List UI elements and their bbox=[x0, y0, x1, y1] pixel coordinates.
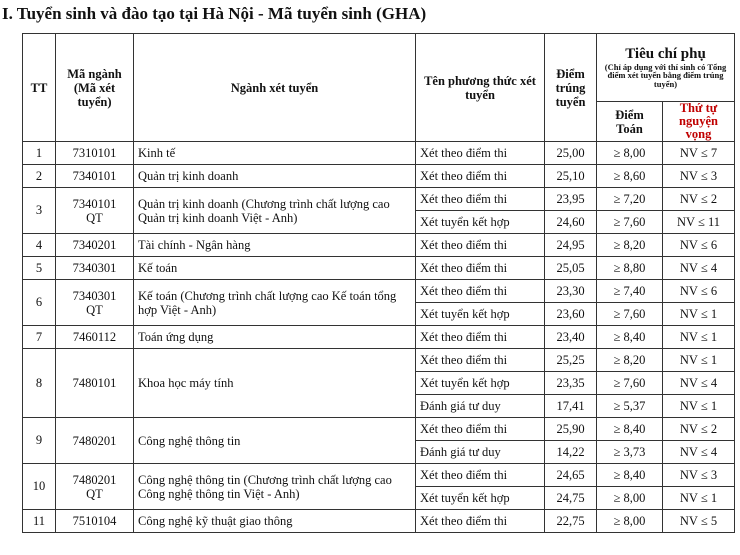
cell-diem: 23,60 bbox=[545, 303, 597, 326]
cell-phuong-thuc: Xét theo điểm thi bbox=[416, 510, 545, 533]
cell-nguyen-vong: NV ≤ 1 bbox=[663, 395, 735, 418]
cell-nguyen-vong: NV ≤ 2 bbox=[663, 418, 735, 441]
cell-nganh: Kinh tế bbox=[134, 142, 416, 165]
cell-phuong-thuc: Xét theo điểm thi bbox=[416, 188, 545, 211]
cell-nganh: Kế toán bbox=[134, 257, 416, 280]
cell-ma-nganh: 7340301 QT bbox=[56, 280, 134, 326]
cell-diem-toan: ≥ 8,00 bbox=[597, 510, 663, 533]
cell-diem-toan: ≥ 8,40 bbox=[597, 326, 663, 349]
table-row bbox=[23, 142, 735, 165]
cell-ma-nganh: 7460112 bbox=[56, 326, 134, 349]
table-row bbox=[23, 464, 735, 487]
cell-phuong-thuc: Xét theo điểm thi bbox=[416, 418, 545, 441]
cell-diem-toan: ≥ 7,40 bbox=[597, 280, 663, 303]
header-diem-toan: Điểm Toán bbox=[597, 102, 663, 142]
cell-phuong-thuc: Xét theo điểm thi bbox=[416, 165, 545, 188]
table-body bbox=[23, 142, 735, 533]
cell-tt: 7 bbox=[23, 326, 56, 349]
cell-ma-nganh: 7480201 bbox=[56, 418, 134, 464]
cell-phuong-thuc: Xét theo điểm thi bbox=[416, 464, 545, 487]
cell-tt: 11 bbox=[23, 510, 56, 533]
cell-diem-toan: ≥ 7,20 bbox=[597, 188, 663, 211]
cell-diem-toan: ≥ 8,40 bbox=[597, 464, 663, 487]
cell-nganh: Công nghệ kỹ thuật giao thông bbox=[134, 510, 416, 533]
cell-diem: 23,40 bbox=[545, 326, 597, 349]
cell-diem-toan: ≥ 8,20 bbox=[597, 234, 663, 257]
cell-nguyen-vong: NV ≤ 1 bbox=[663, 349, 735, 372]
page-title: I. Tuyển sinh và đào tạo tại Hà Nội - Mã tuyển sinh (GHA) bbox=[2, 4, 427, 23]
table-row bbox=[23, 326, 735, 349]
cell-diem: 14,22 bbox=[545, 441, 597, 464]
cell-diem: 24,65 bbox=[545, 464, 597, 487]
cell-diem: 22,75 bbox=[545, 510, 597, 533]
cell-diem: 24,75 bbox=[545, 487, 597, 510]
cell-diem: 25,00 bbox=[545, 142, 597, 165]
header-tt: TT bbox=[23, 34, 56, 142]
cell-nguyen-vong: NV ≤ 4 bbox=[663, 372, 735, 395]
cell-ma-nganh: 7510104 bbox=[56, 510, 134, 533]
cell-tt: 10 bbox=[23, 464, 56, 510]
cell-nganh: Tài chính - Ngân hàng bbox=[134, 234, 416, 257]
cell-ma-nganh: 7340301 bbox=[56, 257, 134, 280]
cell-nguyen-vong: NV ≤ 6 bbox=[663, 280, 735, 303]
cell-diem-toan: ≥ 8,80 bbox=[597, 257, 663, 280]
table-row bbox=[23, 257, 735, 280]
cell-ma-nganh: 7480201 QT bbox=[56, 464, 134, 510]
cell-diem: 23,30 bbox=[545, 280, 597, 303]
header-ma-nganh: Mã ngành (Mã xét tuyển) bbox=[56, 34, 134, 142]
cell-nganh: Toán ứng dụng bbox=[134, 326, 416, 349]
cell-phuong-thuc: Đánh giá tư duy bbox=[416, 441, 545, 464]
table-row bbox=[23, 280, 735, 303]
cell-nganh: Quản trị kinh doanh bbox=[134, 165, 416, 188]
cell-nganh: Khoa học máy tính bbox=[134, 349, 416, 418]
cell-tt: 1 bbox=[23, 142, 56, 165]
cell-nganh: Công nghệ thông tin bbox=[134, 418, 416, 464]
cell-nguyen-vong: NV ≤ 1 bbox=[663, 303, 735, 326]
cell-phuong-thuc: Xét theo điểm thi bbox=[416, 349, 545, 372]
cell-diem-toan: ≥ 8,00 bbox=[597, 142, 663, 165]
cell-nguyen-vong: NV ≤ 5 bbox=[663, 510, 735, 533]
cell-diem-toan: ≥ 5,37 bbox=[597, 395, 663, 418]
cell-tt: 2 bbox=[23, 165, 56, 188]
cell-nganh: Công nghệ thông tin (Chương trình chất lượng cao Công nghệ thông tin Việt - Anh) bbox=[134, 464, 416, 510]
cell-nguyen-vong: NV ≤ 4 bbox=[663, 257, 735, 280]
cell-tt: 5 bbox=[23, 257, 56, 280]
cell-nguyen-vong: NV ≤ 6 bbox=[663, 234, 735, 257]
header-tieu-chi-title: Tiêu chí phụ bbox=[625, 45, 706, 62]
header-thu-tu: Thứ tự nguyện vọng bbox=[663, 102, 735, 142]
cell-tt: 9 bbox=[23, 418, 56, 464]
cell-phuong-thuc: Xét theo điểm thi bbox=[416, 234, 545, 257]
cell-nguyen-vong: NV ≤ 1 bbox=[663, 326, 735, 349]
cell-diem: 25,10 bbox=[545, 165, 597, 188]
table-row bbox=[23, 188, 735, 211]
cell-diem: 25,25 bbox=[545, 349, 597, 372]
cell-tt: 3 bbox=[23, 188, 56, 234]
cell-diem: 25,90 bbox=[545, 418, 597, 441]
cell-diem-toan: ≥ 3,73 bbox=[597, 441, 663, 464]
cell-phuong-thuc: Xét tuyển kết hợp bbox=[416, 487, 545, 510]
cell-ma-nganh: 7340101 bbox=[56, 165, 134, 188]
cell-diem: 23,35 bbox=[545, 372, 597, 395]
cell-phuong-thuc: Xét tuyển kết hợp bbox=[416, 303, 545, 326]
cell-ma-nganh: 7480101 bbox=[56, 349, 134, 418]
cell-ma-nganh: 7340101 QT bbox=[56, 188, 134, 234]
cell-ma-nganh: 7340201 bbox=[56, 234, 134, 257]
cell-diem: 24,95 bbox=[545, 234, 597, 257]
table-row bbox=[23, 510, 735, 533]
cell-phuong-thuc: Xét tuyển kết hợp bbox=[416, 372, 545, 395]
cell-nguyen-vong: NV ≤ 4 bbox=[663, 441, 735, 464]
cell-diem: 24,60 bbox=[545, 211, 597, 234]
cell-phuong-thuc: Xét theo điểm thi bbox=[416, 326, 545, 349]
cell-nganh: Quản trị kinh doanh (Chương trình chất lượng cao Quản trị kinh doanh Việt - Anh) bbox=[134, 188, 416, 234]
table-row bbox=[23, 234, 735, 257]
cell-diem: 23,95 bbox=[545, 188, 597, 211]
cell-tt: 6 bbox=[23, 280, 56, 326]
cell-tt: 4 bbox=[23, 234, 56, 257]
cell-nguyen-vong: NV ≤ 11 bbox=[663, 211, 735, 234]
cell-diem-toan: ≥ 7,60 bbox=[597, 303, 663, 326]
cell-tt: 8 bbox=[23, 349, 56, 418]
cell-phuong-thuc: Xét theo điểm thi bbox=[416, 257, 545, 280]
table-row bbox=[23, 418, 735, 441]
cell-diem: 25,05 bbox=[545, 257, 597, 280]
header-diem: Điểm trúng tuyển bbox=[545, 34, 597, 142]
cell-diem-toan: ≥ 7,60 bbox=[597, 372, 663, 395]
cell-nguyen-vong: NV ≤ 7 bbox=[663, 142, 735, 165]
header-nganh: Ngành xét tuyển bbox=[134, 34, 416, 142]
cell-nguyen-vong: NV ≤ 2 bbox=[663, 188, 735, 211]
cell-nguyen-vong: NV ≤ 1 bbox=[663, 487, 735, 510]
table-row bbox=[23, 165, 735, 188]
cell-diem-toan: ≥ 7,60 bbox=[597, 211, 663, 234]
cell-diem-toan: ≥ 8,40 bbox=[597, 418, 663, 441]
cell-diem-toan: ≥ 8,20 bbox=[597, 349, 663, 372]
cell-diem-toan: ≥ 8,60 bbox=[597, 165, 663, 188]
admission-table bbox=[22, 33, 735, 533]
cell-diem-toan: ≥ 8,00 bbox=[597, 487, 663, 510]
cell-phuong-thuc: Xét theo điểm thi bbox=[416, 280, 545, 303]
table-row bbox=[23, 349, 735, 372]
header-tieu-chi-note: (Chỉ áp dụng với thí sinh có Tổng điểm xét tuyển bằng điểm trúng tuyển) bbox=[604, 61, 727, 90]
cell-nguyen-vong: NV ≤ 3 bbox=[663, 165, 735, 188]
header-phuong-thuc: Tên phương thức xét tuyển bbox=[416, 34, 545, 142]
cell-diem: 17,41 bbox=[545, 395, 597, 418]
cell-phuong-thuc: Xét tuyển kết hợp bbox=[416, 211, 545, 234]
cell-ma-nganh: 7310101 bbox=[56, 142, 134, 165]
cell-phuong-thuc: Đánh giá tư duy bbox=[416, 395, 545, 418]
cell-nganh: Kế toán (Chương trình chất lượng cao Kế toán tổng hợp Việt - Anh) bbox=[134, 280, 416, 326]
header-tieu-chi bbox=[597, 34, 735, 102]
cell-phuong-thuc: Xét theo điểm thi bbox=[416, 142, 545, 165]
cell-nguyen-vong: NV ≤ 3 bbox=[663, 464, 735, 487]
